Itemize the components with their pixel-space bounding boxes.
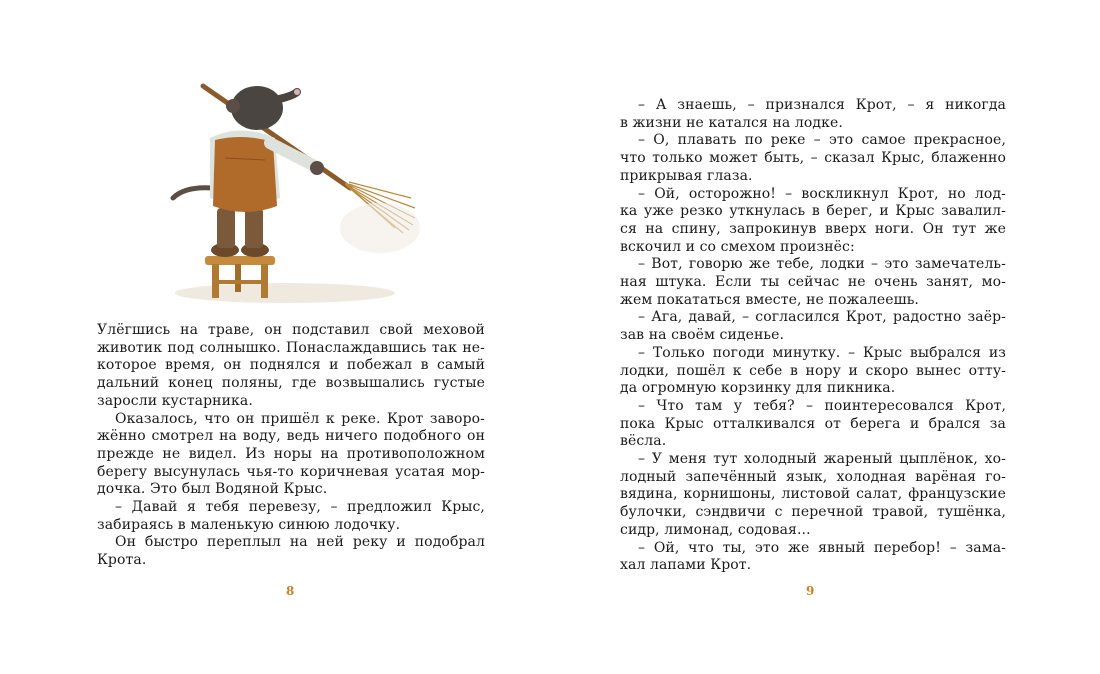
text-line: что только может быть, – сказал Крыс, блаженно	[620, 150, 1006, 167]
text-line: пока Крыс отталкивался от берега и брался за	[620, 415, 1006, 432]
right-page-text	[620, 97, 1006, 575]
text-line: жем покататься вместе, не пожалеешь.	[620, 291, 919, 308]
text-line: вядина, корнишоны, листовой салат, французские	[620, 486, 1006, 503]
text-line: – Ой, что ты, это же явный перебор! – зама-	[638, 539, 1006, 556]
text-line: ная штука. Если ты сейчас не очень занят, мо-	[620, 274, 1006, 291]
paragraph	[97, 534, 485, 569]
page-number: 8	[286, 584, 295, 598]
text-line: – Давай я тебя перевезу, – предложил Крыс,	[115, 499, 485, 516]
text-line: – А знаешь, – признался Крот, – я никогда	[638, 97, 1006, 113]
text-line: лодный запечённый язык, холодная варёная го-	[620, 468, 1006, 485]
paragraph	[620, 132, 1006, 185]
paragraph	[97, 322, 485, 411]
text-line: – Только погоди минутку. – Крыс выбрался из	[638, 344, 1006, 361]
page-number: 9	[806, 584, 815, 598]
text-line: хал лапами Крот.	[620, 557, 752, 574]
paragraph	[620, 398, 1006, 451]
text-line: – Ой, осторожно! – воскликнул Крот, но лод-	[638, 185, 1006, 202]
text-line: – У меня тут холодный жареный цыплёнок, хо-	[638, 451, 1006, 468]
paragraph	[97, 499, 485, 534]
text-line: заросли кустарника.	[97, 392, 253, 409]
text-line: – Ага, давай, – согласился Крот, радостно заёр-	[638, 309, 1006, 326]
left-page-text	[97, 322, 485, 570]
text-line: – Что там у тебя? – поинтересовался Крот,	[638, 397, 1006, 414]
text-line: берегу высунулась чья-то коричневая усатая мор-	[97, 463, 485, 480]
text-line: которое время, он поднялся и побежал в самый	[97, 357, 485, 374]
text-line: зав на своём сиденье.	[620, 327, 785, 344]
text-line: сидр, лимонад, содовая...	[620, 521, 811, 538]
paragraph	[620, 256, 1006, 309]
paragraph	[97, 411, 485, 500]
paragraph	[620, 540, 1006, 575]
text-line: Он быстро переплыл на ней реку и подобрал	[115, 534, 485, 551]
right-page	[550, 0, 1100, 674]
paragraph	[620, 186, 1006, 257]
text-line: прежде не видел. Из норы на противоположном	[97, 445, 485, 462]
text-line: – Вот, говорю же тебе, лодки – это замечатель-	[638, 256, 1006, 273]
paragraph	[620, 97, 1006, 132]
text-line: Улёгшись на траве, он подставил свой меховой	[97, 322, 485, 338]
text-line: лодки, пошёл к себе в нору и скоро вынес отту-	[620, 362, 1006, 379]
text-line: Оказалось, что он пришёл к реке. Крот заворо-	[115, 410, 485, 427]
paragraph	[620, 451, 1006, 540]
text-line: Крота.	[97, 552, 147, 569]
text-line: в жизни не катался на лодке.	[620, 114, 843, 131]
text-line: вёсла.	[620, 433, 667, 450]
text-line: вскочил и со смехом произнёс:	[620, 238, 855, 255]
text-line: – О, плавать по реке – это самое прекрасное,	[638, 132, 1006, 149]
text-line: прикрывая глаза.	[620, 167, 753, 184]
text-line: жённо смотрел на воду, ведь ничего подобного он	[97, 428, 485, 445]
text-line: забираясь в маленькую синюю лодочку.	[97, 516, 401, 533]
text-line: ся на спину, запрокинув вверх ноги. Он тут же	[620, 220, 1006, 237]
text-line: ка уже резко уткнулась в берег, и Крыс завалил-	[620, 203, 1006, 220]
text-line: булочки, сэндвичи с перечной травой, тушёнка,	[620, 504, 1006, 521]
text-line: дальний конец поляны, где возвышались густые	[97, 375, 485, 392]
paragraph	[620, 309, 1006, 344]
text-line: дочка. Это был Водяной Крыс.	[97, 481, 328, 498]
mole-illustration	[165, 78, 420, 303]
text-line: животик под солнышко. Понаслаждавшись так не-	[97, 339, 485, 356]
paragraph	[620, 345, 1006, 398]
text-line: да огромную корзинку для пикника.	[620, 380, 896, 397]
